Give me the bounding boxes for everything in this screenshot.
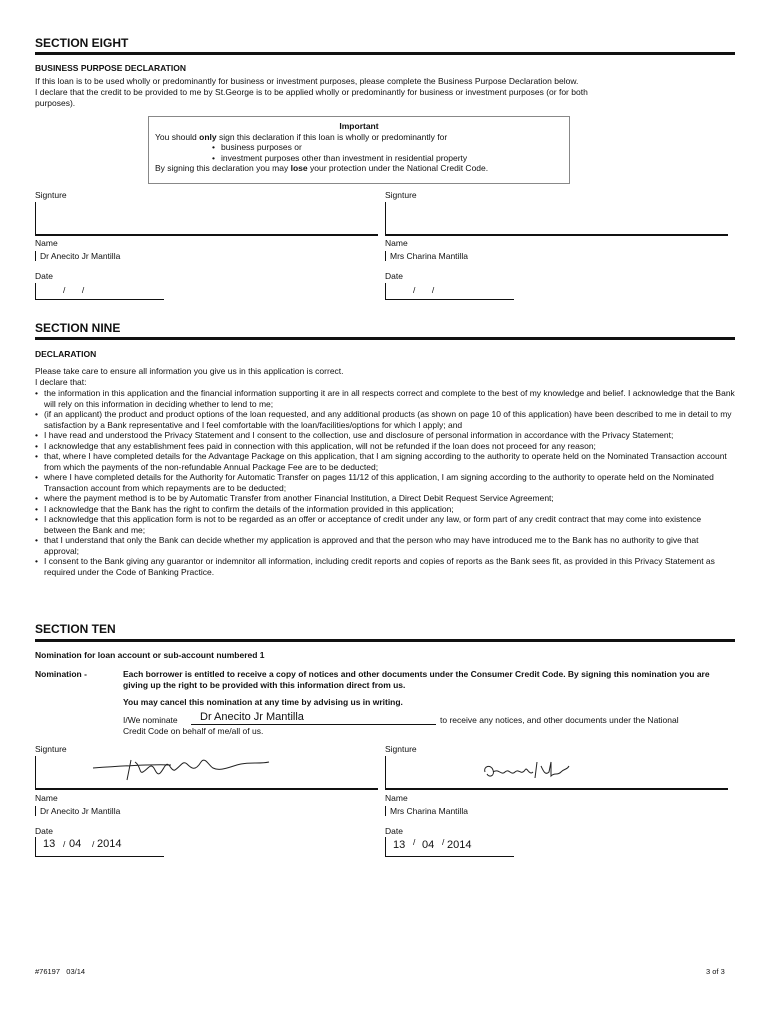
signature-label-left: Signture	[35, 190, 67, 200]
declaration-intro	[35, 366, 735, 388]
important-heading: Important	[339, 121, 379, 131]
declaration-intro-1: Please take care to ensure all information you give us in this application is correct.	[35, 366, 344, 376]
section-rule	[35, 337, 735, 340]
list-item: • I consent to the Bank giving any guarantor or indemnitor all information, including credit reports and copies of reports as the Bank sees fit, as provided in this Privacy Statement as required under the Code of Banking Practice.	[35, 556, 735, 577]
nominee-field[interactable]	[191, 712, 436, 725]
list-item: • where the payment method is to be by Automatic Transfer from another Financial Institution, a Direct Debit Request Service Agreement;	[35, 493, 735, 504]
date-separator: /	[442, 837, 445, 847]
date-label-right: Date	[385, 826, 403, 836]
date-value-right: / /	[413, 285, 435, 295]
name-label-left: Name	[35, 238, 58, 248]
list-item: • that I understand that only the Bank can decide whether my application is approved and that the person who may have introduced me to the Bank has no authority to give that approval;	[35, 535, 735, 556]
important-line-2: By signing this declaration you may lose your protection under the National Credit Code.	[155, 163, 489, 173]
date-separator: /	[413, 837, 416, 847]
section-rule	[35, 52, 735, 55]
form-code: #76197 03/14	[35, 967, 86, 976]
name-field-right[interactable]: Mrs Charina Mantilla	[385, 806, 690, 816]
date-field-left[interactable]	[35, 283, 164, 300]
name-field-right[interactable]: Mrs Charina Mantilla	[385, 251, 690, 261]
date-month: 04	[69, 838, 82, 850]
section-nine-title: SECTION NINE	[35, 321, 121, 335]
date-year: 2014	[447, 839, 472, 851]
intro-line-3: purposes).	[35, 98, 76, 108]
declaration-intro-2: I declare that:	[35, 377, 87, 387]
important-bullet: • investment purposes other than investment in residential property	[212, 153, 569, 164]
list-item: • where I have completed details for the Authority for Automatic Transfer on pages 11/12 of this application, I am signing according to the authority to operate held on the Nominated Transaction account from which repayments are to be deducted;	[35, 472, 735, 493]
signature-field-left[interactable]	[35, 202, 378, 236]
nomination-label: Nomination -	[35, 669, 87, 679]
nominate-suffix: to receive any notices, and other documents under the National	[440, 715, 679, 725]
date-label-right: Date	[385, 271, 403, 281]
name-field-left[interactable]: Dr Anecito Jr Mantilla	[35, 251, 340, 261]
section-ten-title: SECTION TEN	[35, 622, 116, 636]
date-field-left[interactable]	[35, 837, 164, 857]
list-item: • (if an applicant) the product and product options of the loan requested, and any additional products (as shown on page 10 of this application) have been described to me in detail to my satisfaction by a Bank representative and I feel comfortable with the loan/facilities/options for which I apply; and	[35, 409, 735, 430]
signature-label-left: Signture	[35, 744, 67, 754]
date-month: 04	[422, 839, 435, 851]
name-label-left: Name	[35, 793, 58, 803]
handwritten-signature-left	[91, 752, 281, 786]
signature-field-right[interactable]	[385, 756, 728, 790]
intro-line-1: If this loan is to be used wholly or predominantly for business or investment purposes, please complete the Business Purpose Declaration below.	[35, 76, 579, 86]
date-separator: /	[92, 839, 95, 849]
business-purpose-heading: BUSINESS PURPOSE DECLARATION	[35, 63, 186, 73]
nominate-prefix: I/We nominate	[123, 715, 178, 725]
signature-field-right[interactable]	[385, 202, 728, 236]
important-box	[148, 116, 570, 184]
declaration-list	[35, 388, 735, 577]
intro-line-2: I declare that the credit to be provided to me by St.George is to be applied wholly or predominantly for business or investment purposes (or for both	[35, 87, 588, 97]
signature-field-left[interactable]	[35, 756, 378, 790]
nomination-text: Each borrower is entitled to receive a copy of notices and other documents under the Consumer Credit Code. By signing this nomination you are giving up the right to be provided with this information direct from us.	[123, 669, 710, 690]
date-separator: /	[63, 839, 66, 849]
name-label-right: Name	[385, 793, 408, 803]
handwritten-signature-right	[481, 758, 571, 784]
nominate-line-2: Credit Code on behalf of me/all of us.	[123, 726, 264, 736]
section-rule	[35, 639, 735, 642]
date-year: 2014	[97, 838, 122, 850]
signature-label-right: Signture	[385, 744, 417, 754]
important-bullet: • business purposes or	[212, 142, 569, 153]
date-value-left: / /	[63, 285, 85, 295]
date-field-right[interactable]	[385, 837, 514, 857]
list-item: • I acknowledge that this application form is not to be regarded as an offer or acceptance of credit under any law, or form part of any credit contract that may come into existence between the Bank and me;	[35, 514, 735, 535]
business-purpose-intro	[35, 76, 745, 109]
name-field-left[interactable]: Dr Anecito Jr Mantilla	[35, 806, 340, 816]
date-label-left: Date	[35, 826, 53, 836]
nominee-value: Dr Anecito Jr Mantilla	[200, 711, 304, 723]
date-day: 13	[393, 839, 406, 851]
list-item: • I have read and understood the Privacy Statement and I consent to the collection, use and disclosure of personal information in accordance with the Privacy Statement;	[35, 430, 735, 441]
nomination-heading: Nomination for loan account or sub-account numbered 1	[35, 650, 265, 660]
page-number: 3 of 3	[706, 967, 725, 976]
declaration-heading: DECLARATION	[35, 349, 97, 359]
date-day: 13	[43, 838, 56, 850]
important-bullets	[149, 142, 569, 163]
list-item: • that, where I have completed details for the Advantage Package on this application, that I am signing according to the authority to operate held on the Nominated Transaction account from which the payments of the non-refundable Annual Package Fee are to be deducted;	[35, 451, 735, 472]
list-item: • the information in this application and the financial information supporting it are in all respects correct and complete to the best of my knowledge and belief. I acknowledge that the Bank will rely on this information in deciding whether to lend to me;	[35, 388, 735, 409]
important-line-1: You should only sign this declaration if this loan is wholly or predominantly for	[155, 131, 448, 142]
nomination-cancel-text: You may cancel this nomination at any time by advising us in writing.	[123, 697, 403, 707]
name-label-right: Name	[385, 238, 408, 248]
signature-label-right: Signture	[385, 190, 417, 200]
date-field-right[interactable]	[385, 283, 514, 300]
date-label-left: Date	[35, 271, 53, 281]
section-eight-title: SECTION EIGHT	[35, 36, 129, 50]
list-item: • I acknowledge that any establishment fees paid in connection with this application, will not be refunded if the loan does not proceed for any reason;	[35, 441, 735, 452]
list-item: • I acknowledge that the Bank has the right to confirm the details of the information provided in this application;	[35, 504, 735, 515]
